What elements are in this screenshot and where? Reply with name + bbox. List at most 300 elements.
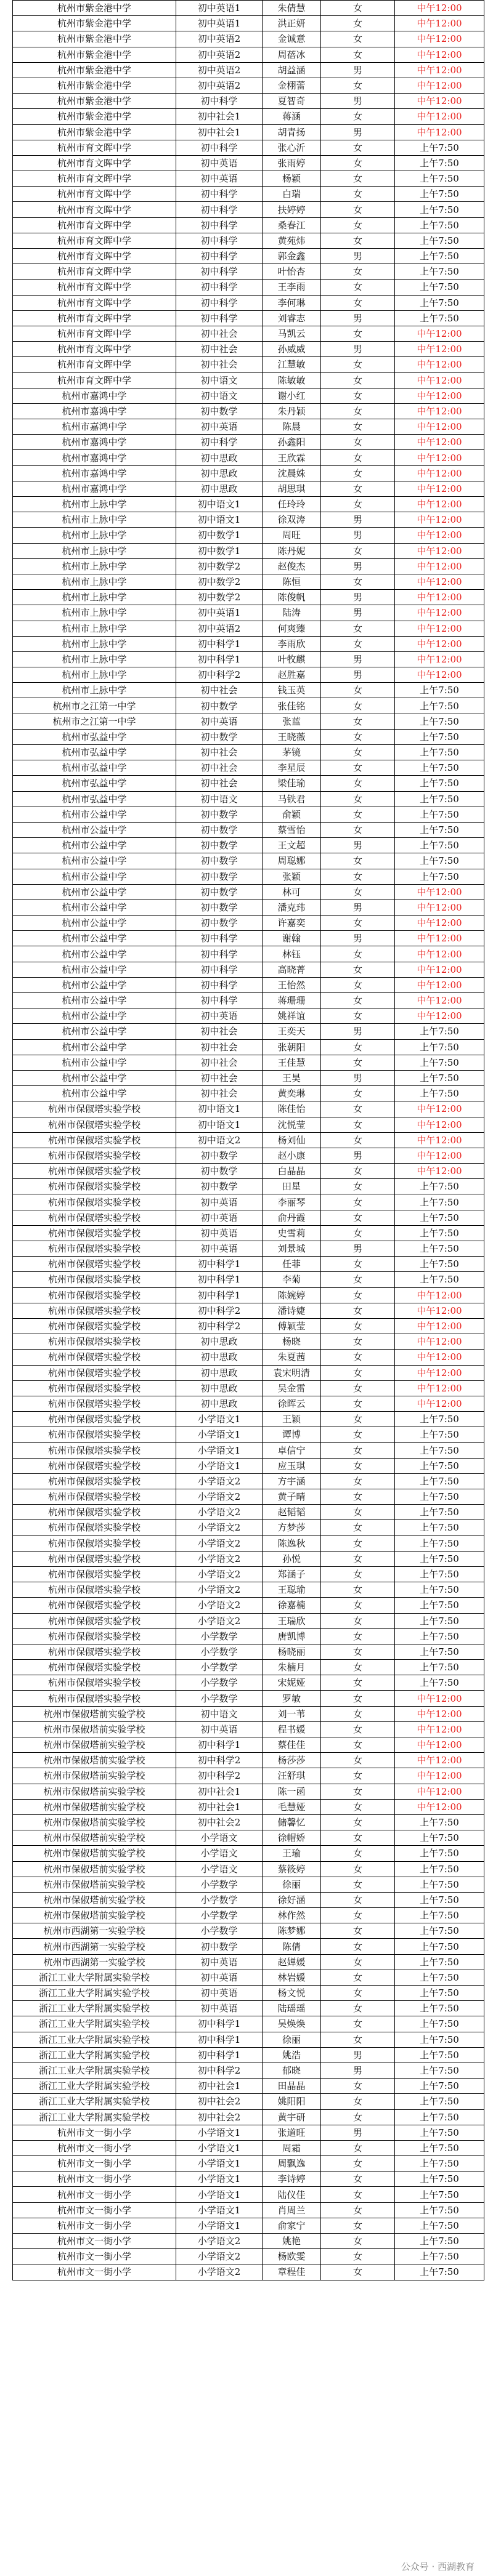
subject-cell: 初中科学 — [176, 202, 263, 217]
teacher-name-cell: 何爽臻 — [263, 621, 321, 636]
gender-cell: 女 — [321, 1846, 395, 1861]
teacher-name-cell: 王欣霖 — [263, 450, 321, 465]
subject-cell: 初中思政 — [176, 450, 263, 465]
report-time-cell: 中午12:00 — [395, 1799, 484, 1814]
report-time-cell: 中午12:00 — [395, 667, 484, 683]
gender-cell: 男 — [321, 2063, 395, 2078]
school-cell: 杭州市育文晖中学 — [13, 202, 176, 217]
table-row — [13, 1303, 484, 1318]
table-row — [13, 621, 484, 636]
gender-cell: 女 — [321, 1814, 395, 1830]
report-time-cell: 上午7:50 — [395, 249, 484, 264]
report-time-cell: 上午7:50 — [395, 1039, 484, 1055]
report-time-cell: 中午12:00 — [395, 47, 484, 62]
school-cell: 杭州市公益中学 — [13, 916, 176, 931]
gender-cell: 女 — [321, 2109, 395, 2125]
school-cell: 杭州市紫金港中学 — [13, 109, 176, 124]
teacher-name-cell: 田星 — [263, 1179, 321, 1194]
report-time-cell: 上午7:50 — [395, 1473, 484, 1489]
teacher-name-cell: 赵婵媛 — [263, 1954, 321, 1970]
subject-cell: 小学语文2 — [176, 2249, 263, 2264]
table-row — [13, 776, 484, 791]
subject-cell: 初中数学 — [176, 1939, 263, 1954]
report-time-cell: 中午12:00 — [395, 357, 484, 372]
gender-cell: 女 — [321, 2187, 395, 2202]
report-time-cell: 中午12:00 — [395, 326, 484, 341]
gender-cell: 女 — [321, 47, 395, 62]
school-cell: 杭州市紫金港中学 — [13, 124, 176, 140]
table-row — [13, 2079, 484, 2094]
table-row — [13, 2264, 484, 2280]
table-row — [13, 124, 484, 140]
teacher-name-cell: 桑春江 — [263, 217, 321, 233]
subject-cell: 初中语文1 — [176, 512, 263, 528]
school-cell: 杭州市保俶塔前实验学校 — [13, 1846, 176, 1861]
table-row — [13, 543, 484, 558]
report-time-cell: 上午7:50 — [395, 1070, 484, 1085]
subject-cell: 初中思政 — [176, 1396, 263, 1411]
report-time-cell: 上午7:50 — [395, 2047, 484, 2063]
teacher-name-cell: 郁晓 — [263, 2063, 321, 2078]
subject-cell: 初中数学 — [176, 807, 263, 822]
gender-cell: 女 — [321, 822, 395, 837]
school-cell: 杭州市公益中学 — [13, 838, 176, 853]
subject-cell: 初中思政 — [176, 1380, 263, 1396]
report-time-cell: 中午12:00 — [395, 435, 484, 450]
report-time-cell: 上午7:50 — [395, 745, 484, 760]
gender-cell: 女 — [321, 1566, 395, 1582]
report-time-cell: 上午7:50 — [395, 1443, 484, 1458]
teacher-name-cell: 洪正妍 — [263, 16, 321, 31]
teacher-name-cell: 林岩媛 — [263, 1970, 321, 1985]
school-cell: 杭州市育文晖中学 — [13, 140, 176, 155]
teacher-name-cell: 罗敏 — [263, 1691, 321, 1706]
teacher-name-cell: 李星辰 — [263, 760, 321, 776]
teacher-name-cell: 徐好涵 — [263, 1892, 321, 1907]
report-time-cell: 中午12:00 — [395, 636, 484, 651]
school-cell: 杭州市上脉中学 — [13, 667, 176, 683]
teacher-name-cell: 郑涵子 — [263, 1566, 321, 1582]
school-cell: 杭州市嘉鸿中学 — [13, 403, 176, 419]
school-cell: 杭州市上脉中学 — [13, 512, 176, 528]
table-row — [13, 1039, 484, 1055]
report-time-cell: 上午7:50 — [395, 1613, 484, 1628]
subject-cell: 初中社会 — [176, 1070, 263, 1085]
teacher-name-cell: 杨颖 — [263, 171, 321, 187]
report-time-cell: 中午12:00 — [395, 1350, 484, 1365]
school-cell: 杭州市之江第一中学 — [13, 698, 176, 714]
school-cell: 杭州市保俶塔前实验学校 — [13, 1706, 176, 1721]
table-row — [13, 1970, 484, 1985]
table-row — [13, 1412, 484, 1427]
subject-cell: 初中英语 — [176, 1970, 263, 1985]
teacher-name-cell: 周蓓冰 — [263, 47, 321, 62]
school-cell: 杭州市保俶塔实验学校 — [13, 1148, 176, 1163]
school-cell: 杭州市保俶塔实验学校 — [13, 1287, 176, 1303]
table-row — [13, 1505, 484, 1520]
gender-cell: 男 — [321, 651, 395, 667]
subject-cell: 小学语文1 — [176, 2140, 263, 2155]
subject-cell: 小学语文2 — [176, 1598, 263, 1613]
table-row — [13, 1628, 484, 1644]
teacher-name-cell: 李诗婷 — [263, 2171, 321, 2187]
teacher-name-cell: 蔡佳佳 — [263, 1737, 321, 1753]
school-cell: 杭州市西湖第一实验学校 — [13, 1939, 176, 1954]
teacher-name-cell: 王颖 — [263, 1412, 321, 1427]
table-row — [13, 1706, 484, 1721]
subject-cell: 初中英语 — [176, 1986, 263, 2001]
gender-cell: 女 — [321, 1613, 395, 1628]
subject-cell: 小学数学 — [176, 1660, 263, 1675]
table-row — [13, 1055, 484, 1070]
report-time-cell: 中午12:00 — [395, 94, 484, 109]
report-time-cell: 上午7:50 — [395, 1892, 484, 1907]
table-row — [13, 280, 484, 295]
subject-cell: 初中语文1 — [176, 1101, 263, 1117]
table-row — [13, 1814, 484, 1830]
school-cell: 杭州市保俶塔实验学校 — [13, 1582, 176, 1598]
gender-cell: 男 — [321, 1241, 395, 1257]
gender-cell: 女 — [321, 977, 395, 992]
gender-cell: 女 — [321, 574, 395, 589]
school-cell: 浙江工业大学附属实验学校 — [13, 1986, 176, 2001]
teacher-name-cell: 田晶晶 — [263, 2079, 321, 2094]
teacher-name-cell: 周聪娜 — [263, 853, 321, 869]
teacher-name-cell: 卓信宁 — [263, 1443, 321, 1458]
teacher-name-cell: 徐双涛 — [263, 512, 321, 528]
school-cell: 杭州市弘益中学 — [13, 729, 176, 744]
table-row — [13, 403, 484, 419]
teacher-name-cell: 袁宋明清 — [263, 1365, 321, 1380]
teacher-name-cell: 周旺 — [263, 528, 321, 543]
teacher-name-cell: 李丽琴 — [263, 1194, 321, 1210]
school-cell: 杭州市育文晖中学 — [13, 295, 176, 310]
subject-cell: 初中英语2 — [176, 47, 263, 62]
gender-cell: 男 — [321, 94, 395, 109]
subject-cell: 初中语文 — [176, 791, 263, 807]
report-time-cell: 中午12:00 — [395, 977, 484, 992]
school-cell: 浙江工业大学附属实验学校 — [13, 2094, 176, 2109]
subject-cell: 小学语文2 — [176, 2264, 263, 2280]
subject-cell: 初中思政 — [176, 465, 263, 481]
teacher-name-cell: 杨晓 — [263, 1334, 321, 1350]
school-cell: 杭州市保俶塔实验学校 — [13, 1132, 176, 1148]
gender-cell: 男 — [321, 249, 395, 264]
gender-cell: 女 — [321, 745, 395, 760]
teacher-name-cell: 王晓薇 — [263, 729, 321, 744]
subject-cell: 初中数学2 — [176, 558, 263, 574]
subject-cell: 初中科学1 — [176, 2016, 263, 2032]
gender-cell: 女 — [321, 233, 395, 248]
report-time-cell: 上午7:50 — [395, 1644, 484, 1659]
gender-cell: 男 — [321, 1024, 395, 1039]
gender-cell: 女 — [321, 155, 395, 171]
teacher-name-cell: 蒋涵 — [263, 109, 321, 124]
subject-cell: 初中数学 — [176, 884, 263, 900]
subject-cell: 初中思政 — [176, 1365, 263, 1380]
school-cell: 杭州市公益中学 — [13, 962, 176, 977]
gender-cell: 女 — [321, 1660, 395, 1675]
teacher-name-cell: 杨欧雯 — [263, 2249, 321, 2264]
teacher-name-cell: 陈丹妮 — [263, 543, 321, 558]
school-cell: 杭州市上脉中学 — [13, 683, 176, 698]
table-row — [13, 1443, 484, 1458]
table-row — [13, 1164, 484, 1179]
school-cell: 杭州市保俶塔实验学校 — [13, 1350, 176, 1365]
report-time-cell: 上午7:50 — [395, 1923, 484, 1939]
subject-cell: 小学语文1 — [176, 1412, 263, 1427]
subject-cell: 初中社会 — [176, 760, 263, 776]
teacher-name-cell: 陈倩 — [263, 1939, 321, 1954]
school-cell: 杭州市育文晖中学 — [13, 357, 176, 372]
gender-cell: 女 — [321, 1737, 395, 1753]
teacher-name-cell: 张雨婷 — [263, 155, 321, 171]
report-time-cell: 中午12:00 — [395, 1008, 484, 1024]
report-time-cell: 中午12:00 — [395, 1721, 484, 1737]
school-cell: 杭州市保俶塔实验学校 — [13, 1396, 176, 1411]
report-time-cell: 上午7:50 — [395, 1536, 484, 1551]
table-row — [13, 2032, 484, 2047]
table-row — [13, 822, 484, 837]
subject-cell: 初中数学 — [176, 853, 263, 869]
teacher-name-cell: 钱玉英 — [263, 683, 321, 698]
gender-cell: 女 — [321, 217, 395, 233]
subject-cell: 初中社会 — [176, 1055, 263, 1070]
teacher-name-cell: 方梦莎 — [263, 1520, 321, 1536]
gender-cell: 女 — [321, 419, 395, 435]
table-row — [13, 1721, 484, 1737]
school-cell: 杭州市保俶塔前实验学校 — [13, 1784, 176, 1799]
table-row — [13, 202, 484, 217]
teacher-name-cell: 毛慧娅 — [263, 1799, 321, 1814]
teacher-name-cell: 宋妮娅 — [263, 1675, 321, 1691]
table-row — [13, 1396, 484, 1411]
table-row — [13, 481, 484, 496]
gender-cell: 女 — [321, 171, 395, 187]
school-cell: 杭州市公益中学 — [13, 1008, 176, 1024]
subject-cell: 初中思政 — [176, 1350, 263, 1365]
gender-cell: 女 — [321, 1334, 395, 1350]
table-row — [13, 698, 484, 714]
table-row — [13, 310, 484, 326]
table-row — [13, 233, 484, 248]
teacher-name-cell: 杨文悦 — [263, 1986, 321, 2001]
report-time-cell: 中午12:00 — [395, 1132, 484, 1148]
gender-cell: 女 — [321, 1303, 395, 1318]
school-cell: 杭州市西湖第一实验学校 — [13, 1923, 176, 1939]
school-cell: 杭州市文一街小学 — [13, 2202, 176, 2218]
report-time-cell: 中午12:00 — [395, 993, 484, 1008]
table-row — [13, 2202, 484, 2218]
report-time-cell: 上午7:50 — [395, 791, 484, 807]
school-cell: 杭州市公益中学 — [13, 1024, 176, 1039]
report-time-cell: 上午7:50 — [395, 202, 484, 217]
teacher-name-cell: 李菊 — [263, 1272, 321, 1287]
subject-cell: 初中数学 — [176, 869, 263, 884]
school-cell: 杭州市保俶塔实验学校 — [13, 1412, 176, 1427]
school-cell: 杭州市上脉中学 — [13, 543, 176, 558]
teacher-name-cell: 周飘逸 — [263, 2156, 321, 2171]
school-cell: 杭州市紫金港中学 — [13, 62, 176, 78]
school-cell: 杭州市育文晖中学 — [13, 280, 176, 295]
subject-cell: 小学语文2 — [176, 1566, 263, 1582]
teacher-name-cell: 朱丹颖 — [263, 403, 321, 419]
table-row — [13, 1194, 484, 1210]
subject-cell: 初中社会1 — [176, 2079, 263, 2094]
school-cell: 杭州市紫金港中学 — [13, 1, 176, 16]
report-time-cell: 上午7:50 — [395, 776, 484, 791]
subject-cell: 初中社会1 — [176, 109, 263, 124]
report-time-cell: 上午7:50 — [395, 264, 484, 280]
report-time-cell: 中午12:00 — [395, 931, 484, 946]
gender-cell: 男 — [321, 1070, 395, 1085]
subject-cell: 初中英语 — [176, 1008, 263, 1024]
gender-cell: 女 — [321, 869, 395, 884]
school-cell: 杭州市嘉鸿中学 — [13, 388, 176, 403]
subject-cell: 小学语文 — [176, 1846, 263, 1861]
report-time-cell: 上午7:50 — [395, 838, 484, 853]
school-cell: 杭州市弘益中学 — [13, 776, 176, 791]
subject-cell: 小学语文2 — [176, 1489, 263, 1505]
watermark-label: 公众号 · 西湖教育 — [401, 2561, 475, 2572]
school-cell: 杭州市嘉鸿中学 — [13, 435, 176, 450]
report-time-cell: 中午12:00 — [395, 884, 484, 900]
school-cell: 杭州市保俶塔前实验学校 — [13, 1721, 176, 1737]
table-row — [13, 869, 484, 884]
subject-cell: 初中数学 — [176, 1179, 263, 1194]
report-time-cell: 中午12:00 — [395, 109, 484, 124]
table-row — [13, 1892, 484, 1907]
table-row — [13, 605, 484, 621]
table-row — [13, 1179, 484, 1194]
report-time-cell: 上午7:50 — [395, 1024, 484, 1039]
gender-cell: 女 — [321, 1086, 395, 1101]
teacher-name-cell: 胡益涵 — [263, 62, 321, 78]
report-time-cell: 上午7:50 — [395, 295, 484, 310]
school-cell: 杭州市弘益中学 — [13, 760, 176, 776]
school-cell: 杭州市文一街小学 — [13, 2234, 176, 2249]
subject-cell: 初中英语 — [176, 1241, 263, 1257]
subject-cell: 初中科学 — [176, 931, 263, 946]
report-time-cell: 上午7:50 — [395, 822, 484, 837]
report-time-cell: 中午12:00 — [395, 388, 484, 403]
report-time-cell: 上午7:50 — [395, 1241, 484, 1257]
report-time-cell: 上午7:50 — [395, 2171, 484, 2187]
subject-cell: 初中科学 — [176, 962, 263, 977]
teacher-name-cell: 姚阳阳 — [263, 2094, 321, 2109]
subject-cell: 初中英语 — [176, 155, 263, 171]
table-row — [13, 1225, 484, 1241]
gender-cell: 男 — [321, 124, 395, 140]
subject-cell: 初中科学1 — [176, 1257, 263, 1272]
subject-cell: 初中社会2 — [176, 2109, 263, 2125]
gender-cell: 女 — [321, 1257, 395, 1272]
report-time-cell: 上午7:50 — [395, 807, 484, 822]
table-row — [13, 1675, 484, 1691]
table-row — [13, 1923, 484, 1939]
report-time-cell: 中午12:00 — [395, 1318, 484, 1334]
school-cell: 杭州市育文晖中学 — [13, 310, 176, 326]
school-cell: 杭州市育文晖中学 — [13, 264, 176, 280]
subject-cell: 初中科学 — [176, 217, 263, 233]
subject-cell: 初中英语2 — [176, 621, 263, 636]
gender-cell: 女 — [321, 202, 395, 217]
subject-cell: 初中科学2 — [176, 667, 263, 683]
report-time-cell: 上午7:50 — [395, 233, 484, 248]
school-cell: 杭州市紫金港中学 — [13, 31, 176, 47]
report-time-cell: 上午7:50 — [395, 853, 484, 869]
teacher-name-cell: 史雪莉 — [263, 1225, 321, 1241]
teacher-name-cell: 张颖 — [263, 869, 321, 884]
school-cell: 杭州市保俶塔实验学校 — [13, 1303, 176, 1318]
teacher-name-cell: 张道旺 — [263, 2125, 321, 2140]
teacher-name-cell: 夏智奇 — [263, 94, 321, 109]
teacher-name-cell: 汪舒琪 — [263, 1768, 321, 1784]
subject-cell: 初中英语1 — [176, 605, 263, 621]
report-time-cell: 上午7:50 — [395, 1861, 484, 1877]
subject-cell: 小学语文2 — [176, 2234, 263, 2249]
table-row — [13, 1598, 484, 1613]
teacher-name-cell: 黄奕琳 — [263, 1086, 321, 1101]
table-row — [13, 1908, 484, 1923]
report-time-cell: 中午12:00 — [395, 621, 484, 636]
teacher-name-cell: 陈敏敏 — [263, 372, 321, 388]
gender-cell: 女 — [321, 1954, 395, 1970]
gender-cell: 女 — [321, 1055, 395, 1070]
gender-cell: 女 — [321, 1350, 395, 1365]
gender-cell: 女 — [321, 1194, 395, 1210]
table-row — [13, 1334, 484, 1350]
school-cell: 杭州市文一街小学 — [13, 2140, 176, 2155]
subject-cell: 初中语文 — [176, 1706, 263, 1721]
school-cell: 杭州市保俶塔前实验学校 — [13, 1830, 176, 1846]
gender-cell: 女 — [321, 481, 395, 496]
gender-cell: 女 — [321, 853, 395, 869]
school-cell: 杭州市公益中学 — [13, 946, 176, 962]
gender-cell: 女 — [321, 962, 395, 977]
table-row — [13, 946, 484, 962]
subject-cell: 小学数学 — [176, 1628, 263, 1644]
table-row — [13, 1101, 484, 1117]
table-row — [13, 1954, 484, 1970]
school-cell: 杭州市保俶塔实验学校 — [13, 1660, 176, 1675]
report-time-cell: 上午7:50 — [395, 1412, 484, 1427]
subject-cell: 初中数学 — [176, 698, 263, 714]
table-row — [13, 1551, 484, 1566]
table-row — [13, 1861, 484, 1877]
table-row — [13, 2187, 484, 2202]
gender-cell: 女 — [321, 698, 395, 714]
teacher-name-cell: 陈俊帆 — [263, 590, 321, 605]
subject-cell: 初中英语 — [176, 171, 263, 187]
subject-cell: 初中英语 — [176, 1721, 263, 1737]
gender-cell: 女 — [321, 435, 395, 450]
school-cell: 杭州市保俶塔实验学校 — [13, 1613, 176, 1628]
school-cell: 杭州市上脉中学 — [13, 497, 176, 512]
table-row — [13, 372, 484, 388]
table-row — [13, 838, 484, 853]
school-cell: 杭州市紫金港中学 — [13, 47, 176, 62]
gender-cell: 女 — [321, 1164, 395, 1179]
subject-cell: 小学语文1 — [176, 2202, 263, 2218]
gender-cell: 男 — [321, 558, 395, 574]
school-cell: 杭州市保俶塔前实验学校 — [13, 1814, 176, 1830]
school-cell: 杭州市公益中学 — [13, 869, 176, 884]
report-time-cell: 上午7:50 — [395, 1970, 484, 1985]
table-row — [13, 651, 484, 667]
teacher-name-cell: 陈佳怡 — [263, 1101, 321, 1117]
report-time-cell: 上午7:50 — [395, 2079, 484, 2094]
